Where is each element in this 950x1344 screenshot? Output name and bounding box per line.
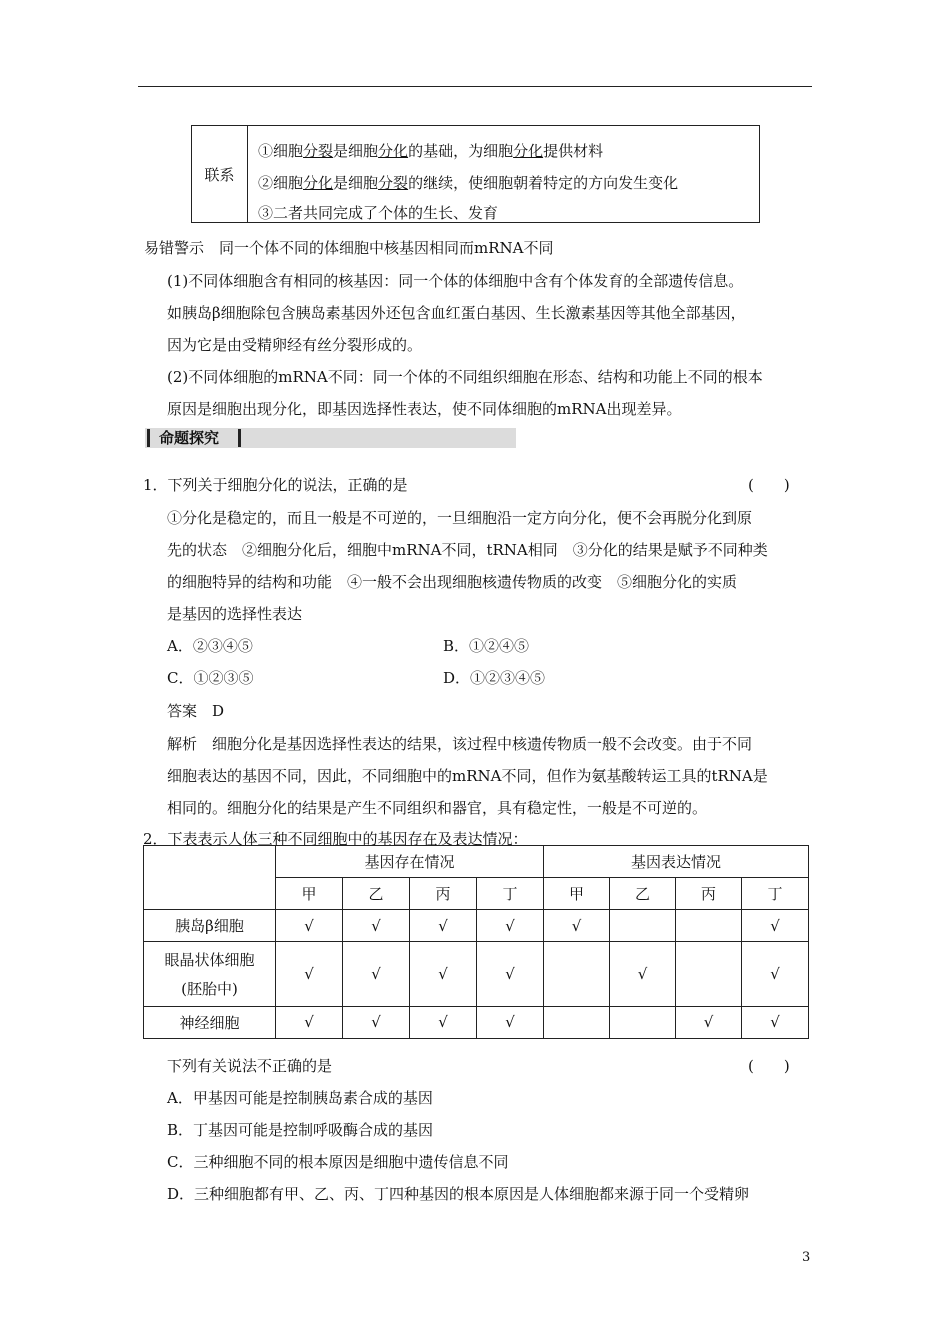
section-marker <box>238 429 241 447</box>
q1-option-a: A．②③④⑤ <box>167 637 253 655</box>
mark-cell: √ <box>410 910 477 942</box>
gene-header: 丙 <box>410 878 477 910</box>
mark-cell <box>610 1006 676 1038</box>
section-title: 命题探究 <box>159 429 220 447</box>
mark-cell <box>610 910 676 942</box>
q2-stem: 2．下表表示人体三种不同细胞中的基因存在及表达情况： <box>143 830 528 848</box>
q1-option-d: D．①②③④⑤ <box>443 669 546 687</box>
q1-stem: 1．下列关于细胞分化的说法，正确的是 <box>143 476 408 494</box>
q1-body-line: 的细胞特异的结构和功能 ④一般不会出现细胞核遗传物质的改变 ⑤细胞分化的实质 <box>167 573 738 591</box>
mark-cell: √ <box>742 910 809 942</box>
table-row <box>144 910 809 942</box>
mark-cell: √ <box>343 910 410 942</box>
gene-header: 甲 <box>276 878 343 910</box>
q2-option-c: C．三种细胞不同的根本原因是细胞中遗传信息不同 <box>167 1153 509 1171</box>
q1-analysis-line: 解析 细胞分化是基因选择性表达的结果，该过程中核遗传物质一般不会改变。由于不同 <box>167 735 753 753</box>
gene-header: 乙 <box>343 878 410 910</box>
gene-header: 丁 <box>477 878 544 910</box>
mark-cell: √ <box>410 1006 477 1038</box>
section-header <box>145 428 516 448</box>
relation-line-2: ②细胞分化是细胞分裂的继续，使细胞朝着特定的方向发生变化 <box>258 174 679 192</box>
row-label: 眼晶状体细胞 (胚胎中) <box>144 942 276 1006</box>
mark-cell: √ <box>676 1006 742 1038</box>
relation-label: 联系 <box>192 126 248 222</box>
warning-p1-line: (1)不同体细胞含有相同的核基因：同一个体的体细胞中含有个体发育的全部遗传信息。 <box>167 272 744 290</box>
q1-body-line: ①分化是稳定的，而且一般是不可逆的，一旦细胞沿一定方向分化，便不会再脱分化到原 <box>167 509 753 527</box>
q1-body-line: 是基因的选择性表达 <box>167 605 303 623</box>
warning-p1-line: 如胰岛β细胞除包含胰岛素基因外还包含血红蛋白基因、生长激素基因等其他全部基因， <box>167 304 746 322</box>
mark-cell: √ <box>343 1006 410 1038</box>
table-corner <box>144 846 276 910</box>
warning-p2-line: 原因是细胞出现分化，即基因选择性表达，使不同体细胞的mRNA出现差异。 <box>167 400 682 418</box>
page-number: 3 <box>802 1250 811 1265</box>
table-row <box>144 1006 809 1038</box>
mark-cell: √ <box>276 1006 343 1038</box>
q2-option-d: D．三种细胞都有甲、乙、丙、丁四种基因的根本原因是人体细胞都来源于同一个受精卵 <box>167 1185 750 1203</box>
group-header-existence: 基因存在情况 <box>276 846 544 878</box>
mark-cell: √ <box>343 942 410 1006</box>
gene-header: 甲 <box>544 878 610 910</box>
mark-cell: √ <box>477 942 544 1006</box>
mark-cell: √ <box>477 910 544 942</box>
mark-cell: √ <box>477 1006 544 1038</box>
mark-cell <box>676 942 742 1006</box>
gene-table <box>143 845 809 1039</box>
mark-cell: √ <box>742 1006 809 1038</box>
mark-cell: √ <box>742 942 809 1006</box>
warning-title: 易错警示 同一个体不同的体细胞中核基因相同而mRNA不同 <box>144 239 554 257</box>
q2-question: 下列有关说法不正确的是 <box>167 1057 333 1075</box>
row-label: 神经细胞 <box>144 1006 276 1038</box>
q1-analysis-line: 细胞表达的基因不同，因此，不同细胞中的mRNA不同，但作为氨基酸转运工具的tRNA是 <box>167 767 768 785</box>
q2-answer-bracket: ( ) <box>748 1057 790 1075</box>
group-header-expression: 基因表达情况 <box>544 846 809 878</box>
gene-header: 丁 <box>742 878 809 910</box>
row-label: 胰岛β细胞 <box>144 910 276 942</box>
table-row <box>144 942 809 1006</box>
mark-cell: √ <box>410 942 477 1006</box>
q1-option-c: C．①②③⑤ <box>167 669 254 687</box>
mark-cell <box>544 1006 610 1038</box>
q1-answer: 答案 D <box>167 702 225 720</box>
mark-cell: √ <box>544 910 610 942</box>
q1-answer-bracket: ( ) <box>748 476 790 494</box>
q2-option-b: B．丁基因可能是控制呼吸酶合成的基因 <box>167 1121 434 1139</box>
warning-p1-line: 因为它是由受精卵经有丝分裂形成的。 <box>167 336 423 354</box>
relation-line-3: ③二者共同完成了个体的生长、发育 <box>258 204 499 222</box>
q1-body-line: 先的状态 ②细胞分化后，细胞中mRNA不同，tRNA相同 ③分化的结果是赋予不同种类 <box>167 541 768 559</box>
mark-cell <box>544 942 610 1006</box>
section-marker <box>147 429 150 447</box>
gene-header: 乙 <box>610 878 676 910</box>
q1-option-b: B．①②④⑤ <box>443 637 530 655</box>
q1-analysis-line: 相同的。细胞分化的结果是产生不同组织和器官，具有稳定性，一般是不可逆的。 <box>167 799 708 817</box>
mark-cell: √ <box>276 910 343 942</box>
relation-line-1: ①细胞分裂是细胞分化的基础，为细胞分化提供材料 <box>258 142 604 160</box>
q2-option-a: A．甲基因可能是控制胰岛素合成的基因 <box>167 1089 433 1107</box>
relation-table <box>191 125 760 223</box>
warning-p2-line: (2)不同体细胞的mRNA不同：同一个体的不同组织细胞在形态、结构和功能上不同的根本 <box>167 368 763 386</box>
mark-cell <box>676 910 742 942</box>
header-rule <box>138 86 812 87</box>
mark-cell: √ <box>276 942 343 1006</box>
gene-header: 丙 <box>676 878 742 910</box>
mark-cell: √ <box>610 942 676 1006</box>
